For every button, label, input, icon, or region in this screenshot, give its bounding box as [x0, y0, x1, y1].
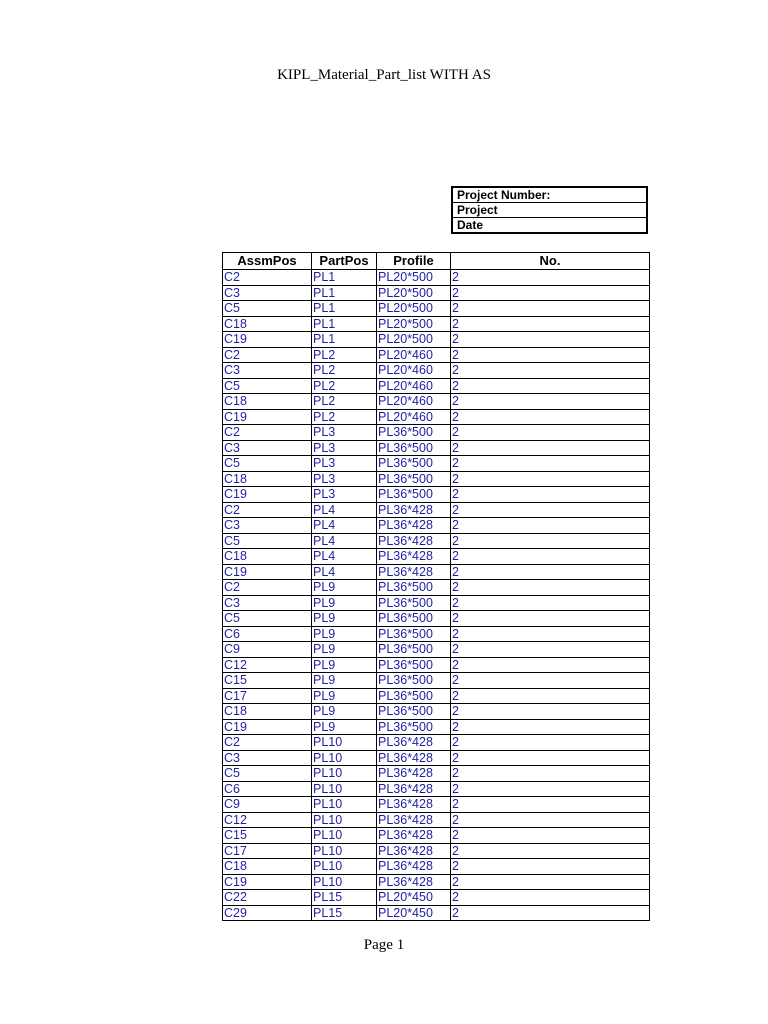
partpos-cell: PL9 — [312, 688, 377, 704]
table-row — [223, 750, 650, 766]
quantity-cell: 2 — [451, 642, 650, 658]
assmpos-cell: C5 — [223, 766, 312, 782]
quantity-cell: 2 — [451, 905, 650, 921]
table-row — [223, 549, 650, 565]
table-row — [223, 642, 650, 658]
partpos-cell: PL10 — [312, 781, 377, 797]
quantity-cell: 2 — [451, 890, 650, 906]
assmpos-cell: C3 — [223, 518, 312, 534]
assmpos-cell: C2 — [223, 425, 312, 441]
table-row — [223, 874, 650, 890]
quantity-cell: 2 — [451, 657, 650, 673]
profile-cell: PL36*428 — [377, 843, 451, 859]
profile-cell: PL20*500 — [377, 270, 451, 286]
assmpos-cell: C5 — [223, 611, 312, 627]
assmpos-cell: C2 — [223, 502, 312, 518]
quantity-cell: 2 — [451, 270, 650, 286]
partpos-cell: PL3 — [312, 471, 377, 487]
profile-cell: PL36*500 — [377, 471, 451, 487]
table-row — [223, 518, 650, 534]
profile-cell: PL36*428 — [377, 812, 451, 828]
assmpos-cell: C19 — [223, 719, 312, 735]
assmpos-cell: C19 — [223, 564, 312, 580]
table-row — [223, 781, 650, 797]
partpos-cell: PL9 — [312, 657, 377, 673]
profile-cell: PL20*500 — [377, 332, 451, 348]
profile-cell: PL20*460 — [377, 347, 451, 363]
assmpos-cell: C5 — [223, 456, 312, 472]
assmpos-cell: C9 — [223, 642, 312, 658]
partpos-cell: PL10 — [312, 766, 377, 782]
partpos-cell: PL10 — [312, 812, 377, 828]
quantity-cell: 2 — [451, 533, 650, 549]
quantity-cell: 2 — [451, 332, 650, 348]
table-row — [223, 425, 650, 441]
project-row — [452, 203, 647, 218]
partpos-cell: PL3 — [312, 487, 377, 503]
quantity-cell: 2 — [451, 301, 650, 317]
quantity-cell: 2 — [451, 394, 650, 410]
assmpos-cell: C3 — [223, 440, 312, 456]
assmpos-cell: C3 — [223, 595, 312, 611]
quantity-cell: 2 — [451, 611, 650, 627]
partpos-cell: PL2 — [312, 347, 377, 363]
profile-cell: PL20*460 — [377, 363, 451, 379]
partpos-cell: PL15 — [312, 905, 377, 921]
assmpos-cell: C9 — [223, 797, 312, 813]
assmpos-cell: C18 — [223, 704, 312, 720]
table-row — [223, 859, 650, 875]
quantity-cell: 2 — [451, 688, 650, 704]
profile-cell: PL36*500 — [377, 704, 451, 720]
assmpos-cell: C18 — [223, 549, 312, 565]
assmpos-cell: C6 — [223, 626, 312, 642]
assmpos-cell: C19 — [223, 332, 312, 348]
quantity-cell: 2 — [451, 766, 650, 782]
quantity-cell: 2 — [451, 626, 650, 642]
quantity-cell: 2 — [451, 673, 650, 689]
table-row — [223, 378, 650, 394]
table-row — [223, 673, 650, 689]
partpos-cell: PL9 — [312, 595, 377, 611]
table-row — [223, 766, 650, 782]
assmpos-cell: C15 — [223, 828, 312, 844]
quantity-cell: 2 — [451, 378, 650, 394]
assmpos-cell: C15 — [223, 673, 312, 689]
quantity-cell: 2 — [451, 549, 650, 565]
table-row — [223, 347, 650, 363]
profile-cell: PL36*428 — [377, 518, 451, 534]
assmpos-cell: C5 — [223, 301, 312, 317]
partpos-cell: PL9 — [312, 626, 377, 642]
table-row — [223, 471, 650, 487]
partpos-cell: PL4 — [312, 518, 377, 534]
table-row — [223, 843, 650, 859]
table-row — [223, 719, 650, 735]
assmpos-cell: C2 — [223, 270, 312, 286]
quantity-cell: 2 — [451, 518, 650, 534]
partpos-cell: PL10 — [312, 843, 377, 859]
assmpos-cell: C3 — [223, 285, 312, 301]
profile-cell: PL20*460 — [377, 394, 451, 410]
table-row — [223, 502, 650, 518]
partpos-cell: PL10 — [312, 874, 377, 890]
profile-cell: PL36*500 — [377, 642, 451, 658]
table-row — [223, 580, 650, 596]
table-row — [223, 812, 650, 828]
assmpos-cell: C3 — [223, 750, 312, 766]
profile-cell: PL36*500 — [377, 688, 451, 704]
table-row — [223, 595, 650, 611]
assmpos-cell: C19 — [223, 874, 312, 890]
table-row — [223, 332, 650, 348]
partpos-cell: PL1 — [312, 270, 377, 286]
partpos-cell: PL1 — [312, 332, 377, 348]
profile-cell: PL20*500 — [377, 285, 451, 301]
quantity-cell: 2 — [451, 425, 650, 441]
table-row — [223, 905, 650, 921]
profile-cell: PL36*500 — [377, 657, 451, 673]
assmpos-cell: C29 — [223, 905, 312, 921]
quantity-cell: 2 — [451, 487, 650, 503]
quantity-cell: 2 — [451, 874, 650, 890]
partpos-cell: PL1 — [312, 285, 377, 301]
partpos-cell: PL9 — [312, 719, 377, 735]
date-label: Date — [452, 218, 647, 234]
profile-cell: PL36*500 — [377, 487, 451, 503]
partpos-cell: PL9 — [312, 580, 377, 596]
assmpos-cell: C19 — [223, 409, 312, 425]
quantity-cell: 2 — [451, 750, 650, 766]
profile-cell: PL36*500 — [377, 719, 451, 735]
profile-cell: PL36*428 — [377, 766, 451, 782]
profile-cell: PL36*428 — [377, 859, 451, 875]
table-row — [223, 301, 650, 317]
quantity-cell: 2 — [451, 471, 650, 487]
partpos-cell: PL10 — [312, 750, 377, 766]
table-row — [223, 890, 650, 906]
assmpos-cell: C12 — [223, 812, 312, 828]
table-row — [223, 270, 650, 286]
quantity-cell: 2 — [451, 363, 650, 379]
table-row — [223, 735, 650, 751]
project-number-label: Project Number: — [452, 187, 647, 203]
profile-cell: PL36*428 — [377, 781, 451, 797]
assmpos-cell: C18 — [223, 316, 312, 332]
table-row — [223, 394, 650, 410]
profile-cell: PL36*428 — [377, 549, 451, 565]
partpos-cell: PL2 — [312, 378, 377, 394]
partpos-cell: PL4 — [312, 533, 377, 549]
partpos-cell: PL1 — [312, 301, 377, 317]
table-row — [223, 409, 650, 425]
assmpos-cell: C22 — [223, 890, 312, 906]
project-info-box — [451, 186, 648, 234]
table-row — [223, 704, 650, 720]
profile-cell: PL36*428 — [377, 797, 451, 813]
quantity-cell: 2 — [451, 564, 650, 580]
quantity-cell: 2 — [451, 859, 650, 875]
profile-cell: PL36*500 — [377, 673, 451, 689]
quantity-cell: 2 — [451, 797, 650, 813]
quantity-cell: 2 — [451, 735, 650, 751]
profile-cell: PL36*428 — [377, 502, 451, 518]
quantity-cell: 2 — [451, 285, 650, 301]
partpos-cell: PL9 — [312, 642, 377, 658]
profile-cell: PL20*460 — [377, 409, 451, 425]
assmpos-cell: C2 — [223, 735, 312, 751]
assmpos-cell: C5 — [223, 533, 312, 549]
table-row — [223, 564, 650, 580]
profile-cell: PL36*500 — [377, 425, 451, 441]
assmpos-cell: C18 — [223, 471, 312, 487]
assmpos-cell: C2 — [223, 347, 312, 363]
partpos-cell: PL4 — [312, 564, 377, 580]
partpos-cell: PL4 — [312, 549, 377, 565]
assmpos-cell: C2 — [223, 580, 312, 596]
table-row — [223, 363, 650, 379]
profile-cell: PL36*500 — [377, 456, 451, 472]
profile-cell: PL36*500 — [377, 626, 451, 642]
quantity-cell: 2 — [451, 843, 650, 859]
table-row — [223, 456, 650, 472]
header-partpos: PartPos — [312, 253, 377, 270]
project-number-row — [452, 187, 647, 203]
quantity-cell: 2 — [451, 409, 650, 425]
partpos-cell: PL2 — [312, 409, 377, 425]
header-assmpos: AssmPos — [223, 253, 312, 270]
table-row — [223, 611, 650, 627]
partpos-cell: PL1 — [312, 316, 377, 332]
profile-cell: PL36*428 — [377, 828, 451, 844]
assmpos-cell: C17 — [223, 688, 312, 704]
profile-cell: PL20*500 — [377, 316, 451, 332]
profile-cell: PL36*500 — [377, 595, 451, 611]
quantity-cell: 2 — [451, 580, 650, 596]
table-row — [223, 487, 650, 503]
partpos-cell: PL3 — [312, 456, 377, 472]
quantity-cell: 2 — [451, 456, 650, 472]
table-row — [223, 533, 650, 549]
partpos-cell: PL3 — [312, 440, 377, 456]
assmpos-cell: C6 — [223, 781, 312, 797]
profile-cell: PL36*500 — [377, 611, 451, 627]
partpos-cell: PL10 — [312, 859, 377, 875]
assmpos-cell: C3 — [223, 363, 312, 379]
assmpos-cell: C5 — [223, 378, 312, 394]
quantity-cell: 2 — [451, 704, 650, 720]
quantity-cell: 2 — [451, 719, 650, 735]
assmpos-cell: C12 — [223, 657, 312, 673]
table-row — [223, 657, 650, 673]
profile-cell: PL20*460 — [377, 378, 451, 394]
header-profile: Profile — [377, 253, 451, 270]
partpos-cell: PL10 — [312, 735, 377, 751]
quantity-cell: 2 — [451, 440, 650, 456]
table-row — [223, 828, 650, 844]
assmpos-cell: C17 — [223, 843, 312, 859]
profile-cell: PL36*428 — [377, 874, 451, 890]
profile-cell: PL20*450 — [377, 890, 451, 906]
partpos-cell: PL10 — [312, 828, 377, 844]
table-row — [223, 688, 650, 704]
quantity-cell: 2 — [451, 595, 650, 611]
partpos-cell: PL9 — [312, 611, 377, 627]
assmpos-cell: C18 — [223, 859, 312, 875]
table-row — [223, 285, 650, 301]
parts-table-body — [223, 270, 650, 921]
profile-cell: PL36*428 — [377, 564, 451, 580]
quantity-cell: 2 — [451, 812, 650, 828]
quantity-cell: 2 — [451, 828, 650, 844]
table-row — [223, 440, 650, 456]
profile-cell: PL20*500 — [377, 301, 451, 317]
page-number: Page 1 — [363, 937, 405, 953]
table-row — [223, 626, 650, 642]
quantity-cell: 2 — [451, 781, 650, 797]
partpos-cell: PL3 — [312, 425, 377, 441]
profile-cell: PL36*428 — [377, 750, 451, 766]
table-row — [223, 797, 650, 813]
profile-cell: PL36*428 — [377, 533, 451, 549]
partpos-cell: PL9 — [312, 673, 377, 689]
date-row — [452, 218, 647, 234]
quantity-cell: 2 — [451, 347, 650, 363]
table-row — [223, 316, 650, 332]
partpos-cell: PL2 — [312, 363, 377, 379]
partpos-cell: PL2 — [312, 394, 377, 410]
parts-table-header-row — [223, 253, 650, 270]
assmpos-cell: C18 — [223, 394, 312, 410]
quantity-cell: 2 — [451, 316, 650, 332]
partpos-cell: PL15 — [312, 890, 377, 906]
quantity-cell: 2 — [451, 502, 650, 518]
profile-cell: PL20*450 — [377, 905, 451, 921]
partpos-cell: PL9 — [312, 704, 377, 720]
document-title: KIPL_Material_Part_list WITH AS — [277, 67, 491, 83]
assmpos-cell: C19 — [223, 487, 312, 503]
profile-cell: PL36*500 — [377, 440, 451, 456]
profile-cell: PL36*428 — [377, 735, 451, 751]
partpos-cell: PL4 — [312, 502, 377, 518]
project-label: Project — [452, 203, 647, 218]
profile-cell: PL36*500 — [377, 580, 451, 596]
partpos-cell: PL10 — [312, 797, 377, 813]
header-no: No. — [451, 253, 650, 270]
parts-table — [222, 252, 650, 921]
